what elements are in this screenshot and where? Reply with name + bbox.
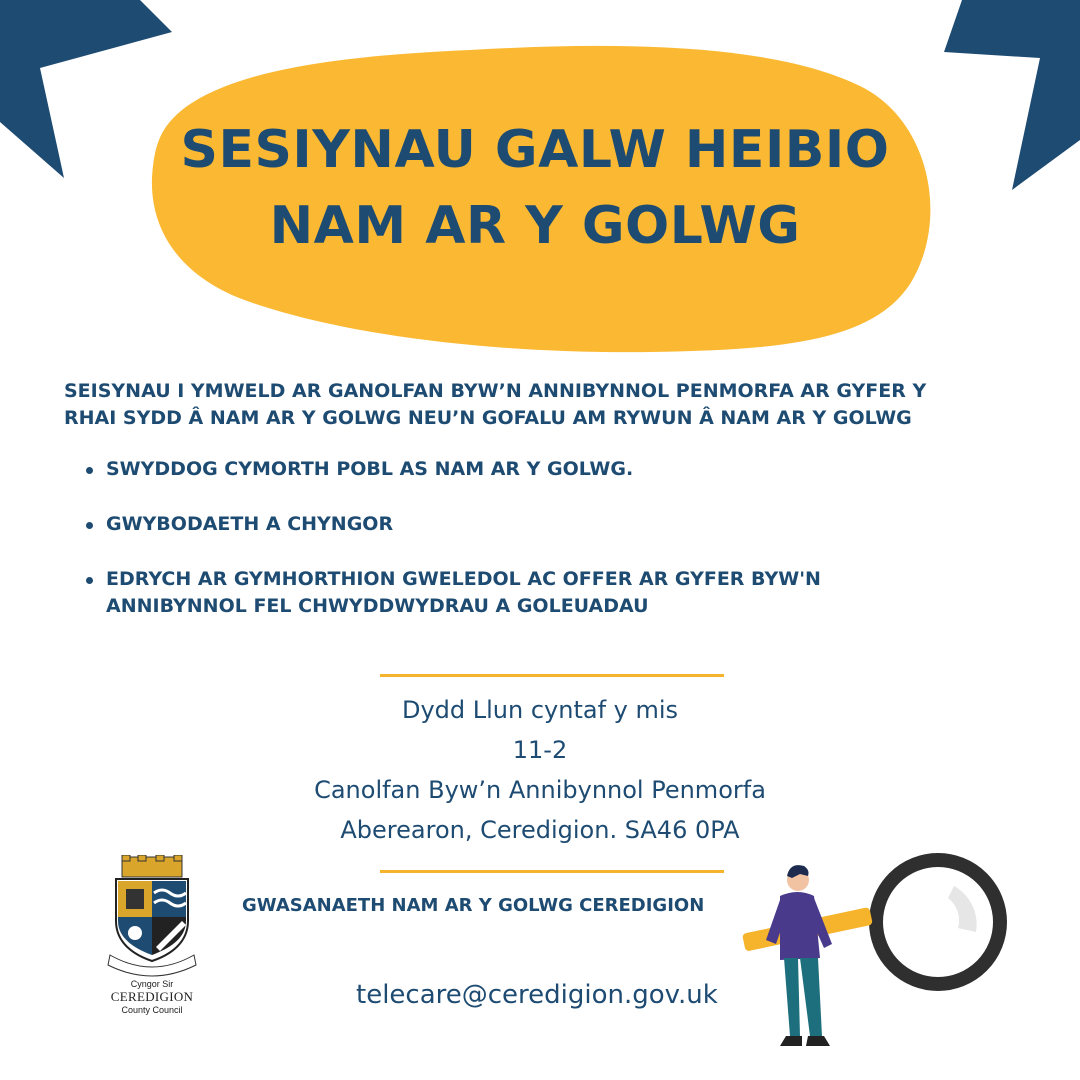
ribbon-top-left-fold — [0, 0, 120, 18]
session-time: 11-2 — [512, 736, 568, 764]
list-item-line-1: GWYBODAETH A CHYNGOR — [106, 513, 394, 535]
logo-line-3: County Council — [121, 1005, 183, 1015]
service-name: GWASANAETH NAM AR Y GOLWG CEREDIGION — [242, 895, 705, 916]
list-item-line-1: SWYDDOG CYMORTH POBL AS NAM AR Y GOLWG. — [106, 458, 634, 480]
ribbon-top-right — [944, 0, 1080, 190]
crest-icon — [104, 855, 200, 977]
bullet-icon — [86, 522, 93, 529]
list-item — [86, 456, 1006, 483]
intro-line-1: SEISYNAU I YMWELD AR GANOLFAN BYW’N ANNIBYNNOL PENMORFA AR GYFER Y — [64, 380, 927, 402]
logo-line-2: CEREDIGION — [110, 989, 194, 1004]
list-item — [86, 566, 1006, 620]
logo-line-1: Cyngor Sir — [130, 979, 174, 989]
list-item-line-1: EDRYCH AR GYMHORTHION GWELEDOL AC OFFER AR GYFER BYW'N — [106, 568, 821, 590]
service-list — [86, 456, 1006, 648]
divider-bottom — [380, 870, 724, 873]
headline — [140, 112, 930, 264]
list-item — [86, 511, 1006, 538]
session-details — [260, 690, 820, 850]
session-address: Aberearon, Ceredigion. SA46 0PA — [340, 816, 740, 844]
list-item-line-2: ANNIBYNNOL FEL CHWYDDWYDRAU A GOLEUADAU — [106, 595, 649, 617]
headline-line-1: SESIYNAU GALW HEIBIO — [180, 120, 890, 180]
session-venue: Canolfan Byw’n Annibynnol Penmorfa — [314, 776, 766, 804]
bullet-icon — [86, 577, 93, 584]
email-link[interactable]: telecare@ceredigion.gov.uk — [356, 980, 718, 1010]
council-logo — [104, 855, 200, 1015]
person-with-magnifying-glass-icon — [740, 840, 1080, 1060]
session-day: Dydd Llun cyntaf y mis — [401, 696, 679, 724]
bullet-icon — [86, 467, 93, 474]
intro-text — [64, 378, 1054, 432]
intro-line-2: RHAI SYDD Â NAM AR Y GOLWG NEU’N GOFALU AM RYWUN Â NAM AR Y GOLWG — [64, 407, 912, 429]
headline-line-2: NAM AR Y GOLWG — [269, 196, 801, 256]
divider-top — [380, 674, 724, 677]
